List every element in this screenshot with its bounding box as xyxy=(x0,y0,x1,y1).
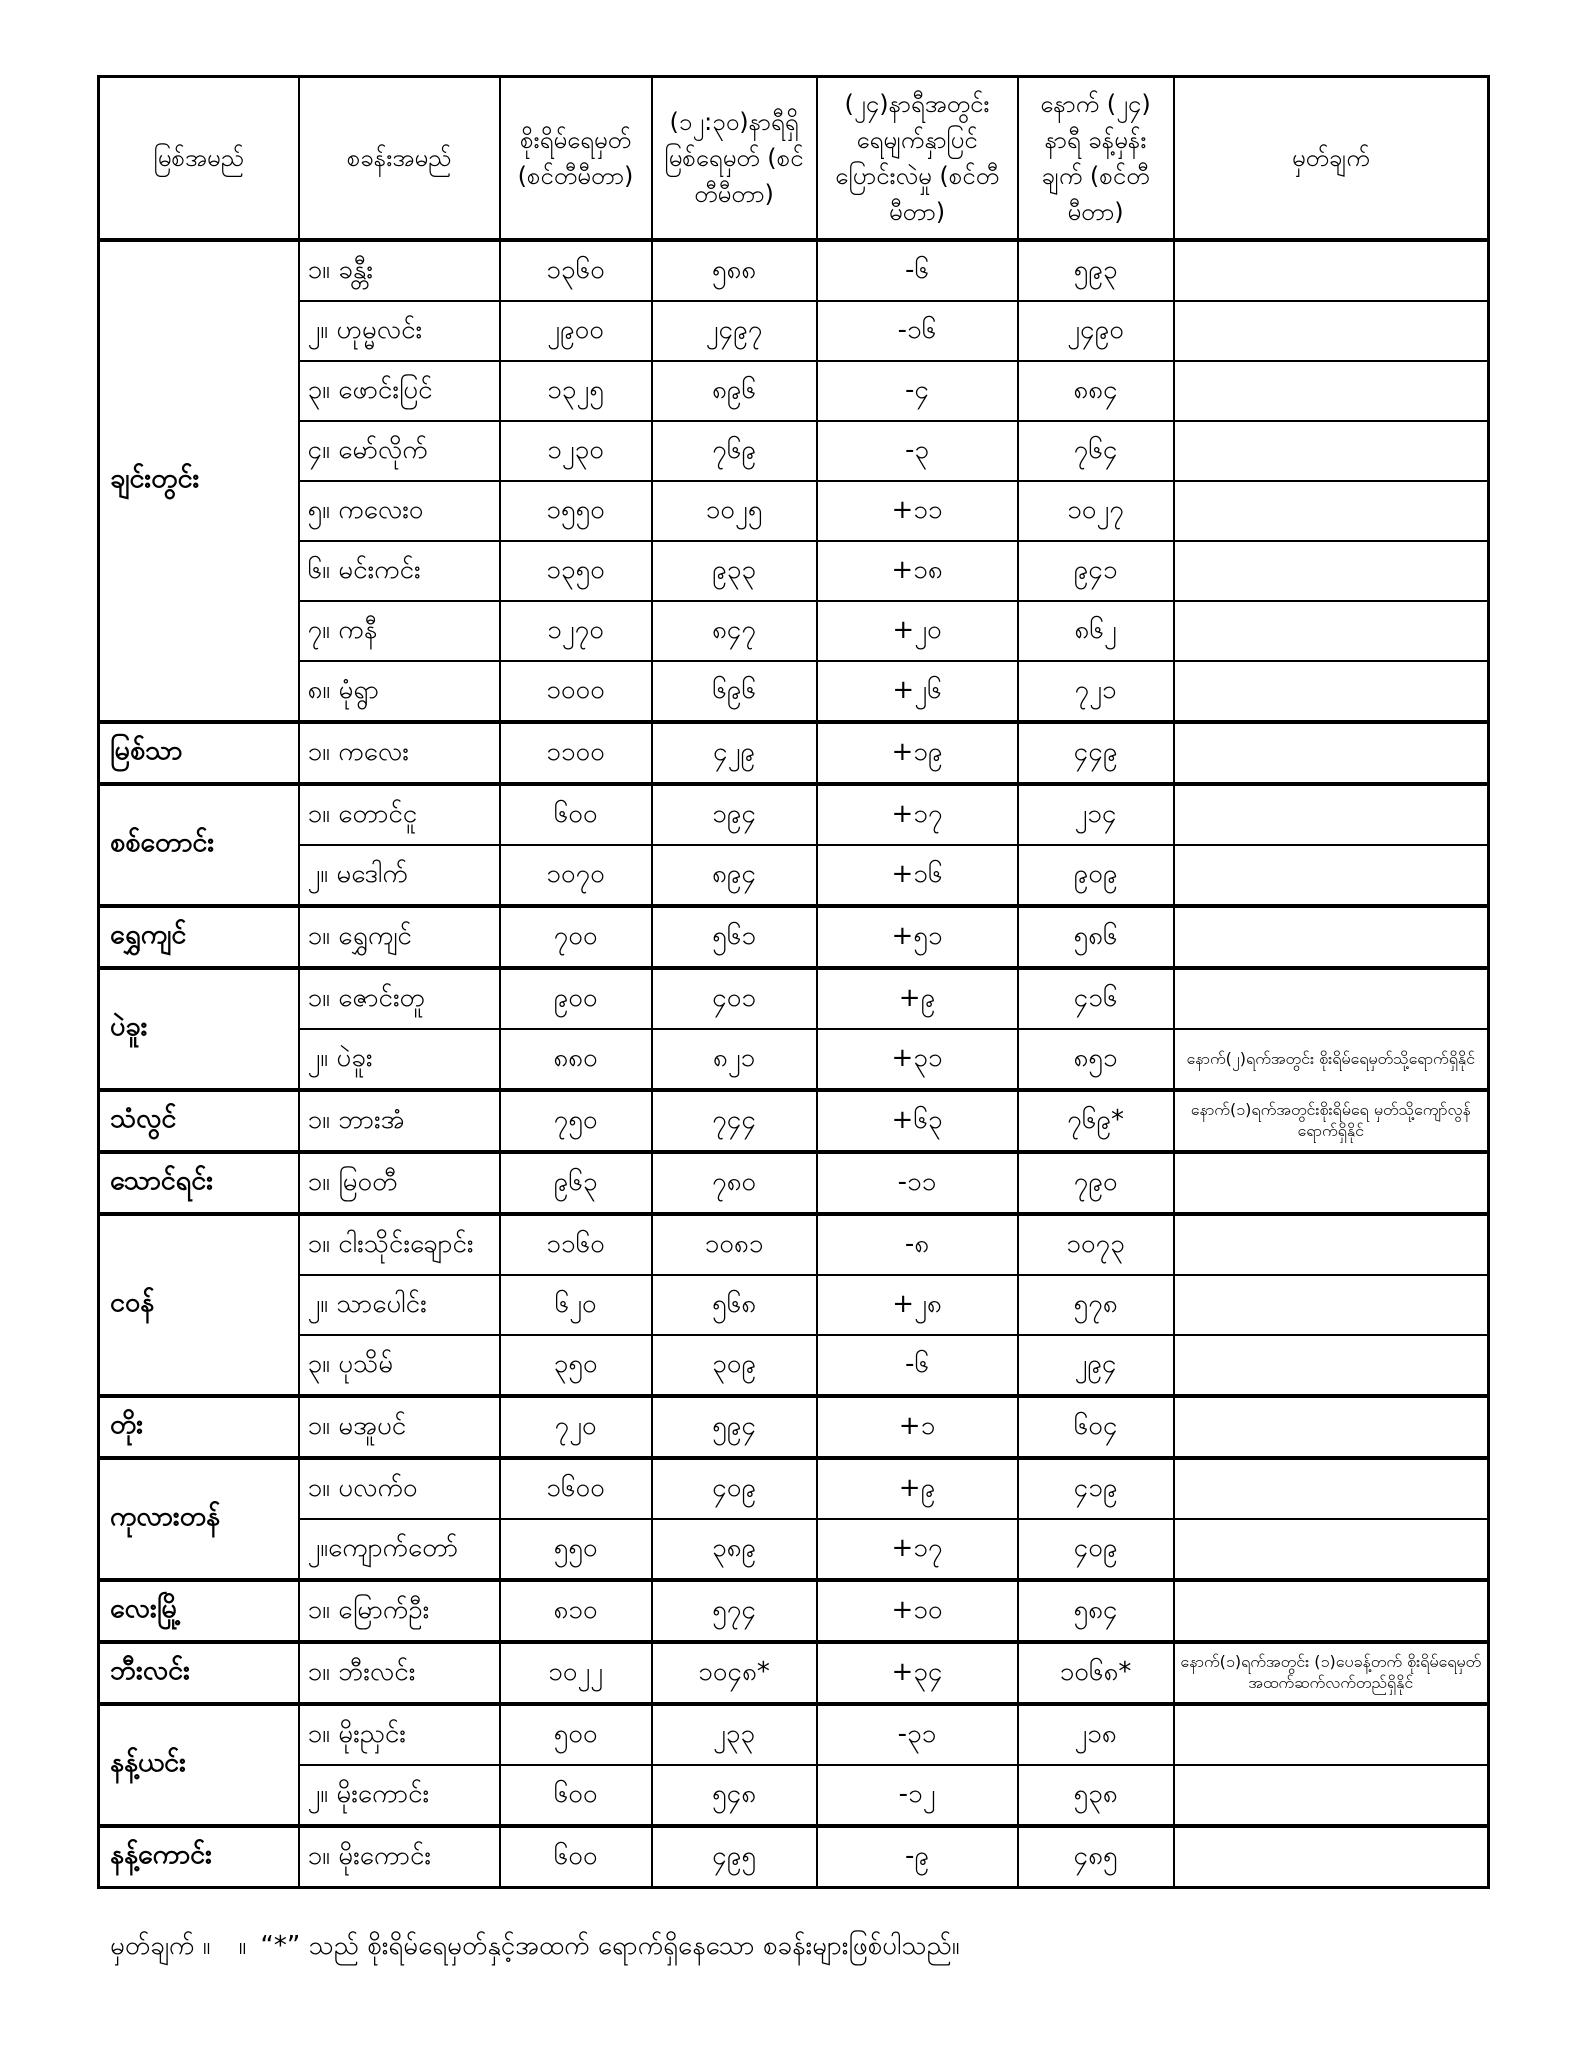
change-cell: -၆ xyxy=(817,240,1018,301)
danger-level-cell: ၁၃၆၀ xyxy=(500,240,652,301)
change-cell: -၁၆ xyxy=(817,301,1018,361)
table-row xyxy=(99,845,1489,906)
station-cell: ၅။ ကလေးဝ xyxy=(299,481,500,541)
forecast-cell: ၇၂၁ xyxy=(1018,661,1174,722)
station-cell: ၂။ မိုးကောင်း xyxy=(299,1765,500,1826)
danger-level-cell: ၂၉၀၀ xyxy=(500,301,652,361)
remark-cell xyxy=(1174,481,1489,541)
danger-level-cell: ၈၁၀ xyxy=(500,1580,652,1642)
current-level-cell: ၅၇၄ xyxy=(652,1580,817,1642)
change-cell: +၉ xyxy=(817,968,1018,1029)
station-cell: ၁။ ဘားအံ xyxy=(299,1090,500,1152)
change-cell: +၉ xyxy=(817,1458,1018,1519)
header-row xyxy=(99,77,1489,241)
remark-cell xyxy=(1174,968,1489,1029)
danger-level-cell: ၆၀၀ xyxy=(500,1826,652,1888)
column-header: နောက် (၂၄) နာရီ ခန့်မှန်းချက် (စင်တီမီတာ) xyxy=(1018,77,1174,241)
danger-level-cell: ၁၁၀၀ xyxy=(500,722,652,784)
station-cell: ၃။ ဖောင်းပြင် xyxy=(299,361,500,421)
forecast-cell: ၄၁၆ xyxy=(1018,968,1174,1029)
table-row xyxy=(99,541,1489,601)
table-row xyxy=(99,1275,1489,1335)
river-cell: ပဲခူး xyxy=(99,968,299,1090)
remark-cell xyxy=(1174,1152,1489,1214)
station-cell: ၁။ ပလက်ဝ xyxy=(299,1458,500,1519)
forecast-cell: ၇၉၀ xyxy=(1018,1152,1174,1214)
change-cell: +၆၃ xyxy=(817,1090,1018,1152)
station-cell: ၇။ ကနီ xyxy=(299,601,500,661)
table-row xyxy=(99,1642,1489,1704)
change-cell: -၃ xyxy=(817,421,1018,481)
station-cell: ၁။ ရွှေကျင် xyxy=(299,906,500,968)
table-row xyxy=(99,1029,1489,1090)
forecast-cell: ၁၀၇၃ xyxy=(1018,1214,1174,1275)
remark-cell xyxy=(1174,240,1489,301)
river-cell: နန့်ကောင်း xyxy=(99,1826,299,1888)
danger-level-cell: ၇၂၀ xyxy=(500,1396,652,1458)
table-row xyxy=(99,1458,1489,1519)
forecast-cell: ၅၈၄ xyxy=(1018,1580,1174,1642)
column-header: မြစ်အမည် xyxy=(99,77,299,241)
remark-cell: နောက်(၂)ရက်အတွင်း စိုးရိမ်ရေမှတ်သို့ရောက်ရှိနိုင် xyxy=(1174,1029,1489,1090)
danger-level-cell: ၃၅၀ xyxy=(500,1335,652,1396)
station-cell: ၁။ မိုးညှင်း xyxy=(299,1704,500,1765)
current-level-cell: ၇၄၄ xyxy=(652,1090,817,1152)
remark-cell: နောက်(၁)ရက်အတွင်းစိုးရိမ်ရေ မှတ်သို့ကျော်လွန်ရောက်ရှိနိုင် xyxy=(1174,1090,1489,1152)
forecast-cell: ၈၅၁ xyxy=(1018,1029,1174,1090)
forecast-cell: ၄၀၉ xyxy=(1018,1519,1174,1580)
table-footnote xyxy=(110,1928,960,1967)
forecast-cell: ၆၀၄ xyxy=(1018,1396,1174,1458)
station-cell: ၁။ တောင်ငူ xyxy=(299,784,500,845)
remark-cell xyxy=(1174,301,1489,361)
table-row xyxy=(99,361,1489,421)
forecast-cell: ၂၉၄ xyxy=(1018,1335,1174,1396)
change-cell: +၁၉ xyxy=(817,722,1018,784)
change-cell: +၃၄ xyxy=(817,1642,1018,1704)
remark-cell xyxy=(1174,1580,1489,1642)
forecast-cell: ၄၈၅ xyxy=(1018,1826,1174,1888)
station-cell: ၈။ မုံရွာ xyxy=(299,661,500,722)
river-water-level-table xyxy=(97,75,1490,1889)
remark-cell xyxy=(1174,1519,1489,1580)
danger-level-cell: ၁၀၇၀ xyxy=(500,845,652,906)
table-row xyxy=(99,301,1489,361)
current-level-cell: ၅၉၄ xyxy=(652,1396,817,1458)
station-cell: ၁။ ခန္တီး xyxy=(299,240,500,301)
danger-level-cell: ၁၀၀၀ xyxy=(500,661,652,722)
remark-cell xyxy=(1174,1396,1489,1458)
river-cell: နန့်ယင်း xyxy=(99,1704,299,1826)
danger-level-cell: ၁၅၅၀ xyxy=(500,481,652,541)
remark-cell xyxy=(1174,906,1489,968)
current-level-cell: ၄၀၁ xyxy=(652,968,817,1029)
forecast-cell: ၇၆၉* xyxy=(1018,1090,1174,1152)
river-cell: လေးမြို့ xyxy=(99,1580,299,1642)
danger-level-cell: ၆၂၀ xyxy=(500,1275,652,1335)
change-cell: +၁၇ xyxy=(817,784,1018,845)
forecast-cell: ၁၀၆၈* xyxy=(1018,1642,1174,1704)
danger-level-cell: ၇၀၀ xyxy=(500,906,652,968)
change-cell: -၁၁ xyxy=(817,1152,1018,1214)
forecast-cell: ၅၃၈ xyxy=(1018,1765,1174,1826)
change-cell: -၈ xyxy=(817,1214,1018,1275)
danger-level-cell: ၆၀၀ xyxy=(500,1765,652,1826)
remark-cell xyxy=(1174,722,1489,784)
current-level-cell: ၁၀၄၈* xyxy=(652,1642,817,1704)
current-level-cell: ၅၈၈ xyxy=(652,240,817,301)
change-cell: -၉ xyxy=(817,1826,1018,1888)
station-cell: ၄။ မော်လိုက် xyxy=(299,421,500,481)
table-row xyxy=(99,661,1489,722)
station-cell: ၁။ မိုးကောင်း xyxy=(299,1826,500,1888)
remark-cell xyxy=(1174,1704,1489,1765)
column-header: (၁၂:၃၀)နာရီရှိ မြစ်ရေမှတ် (စင်တီမီတာ) xyxy=(652,77,817,241)
current-level-cell: ၆၉၆ xyxy=(652,661,817,722)
table-row xyxy=(99,1152,1489,1214)
current-level-cell: ၄၀၉ xyxy=(652,1458,817,1519)
forecast-cell: ၅၇၈ xyxy=(1018,1275,1174,1335)
remark-cell xyxy=(1174,1275,1489,1335)
station-cell: ၃။ ပုသိမ် xyxy=(299,1335,500,1396)
current-level-cell: ၉၃၃ xyxy=(652,541,817,601)
table-row xyxy=(99,722,1489,784)
remark-cell xyxy=(1174,1335,1489,1396)
table-row xyxy=(99,906,1489,968)
remark-cell xyxy=(1174,601,1489,661)
table-row xyxy=(99,1826,1489,1888)
footnote-separator: ။ xyxy=(238,1931,247,1961)
forecast-cell: ၂၁၈ xyxy=(1018,1704,1174,1765)
danger-level-cell: ၉၀၀ xyxy=(500,968,652,1029)
station-cell: ၂။ ပဲခူး xyxy=(299,1029,500,1090)
station-cell: ၁။ မအူပင် xyxy=(299,1396,500,1458)
remark-cell xyxy=(1174,1214,1489,1275)
table-row xyxy=(99,1765,1489,1826)
current-level-cell: ၅၆၈ xyxy=(652,1275,817,1335)
danger-level-cell: ၅၅၀ xyxy=(500,1519,652,1580)
table-row xyxy=(99,240,1489,301)
danger-level-cell: ၇၅၀ xyxy=(500,1090,652,1152)
remark-cell xyxy=(1174,1765,1489,1826)
forecast-cell: ၂၁၄ xyxy=(1018,784,1174,845)
forecast-cell: ၅၉၃ xyxy=(1018,240,1174,301)
change-cell: +၁၁ xyxy=(817,481,1018,541)
danger-level-cell: ၁၆၀၀ xyxy=(500,1458,652,1519)
current-level-cell: ၅၄၈ xyxy=(652,1765,817,1826)
current-level-cell: ၁၀၈၁ xyxy=(652,1214,817,1275)
current-level-cell: ၃၈၉ xyxy=(652,1519,817,1580)
river-cell: ငဝန် xyxy=(99,1214,299,1396)
danger-level-cell: ၅၀၀ xyxy=(500,1704,652,1765)
danger-level-cell: ၁၀၂၂ xyxy=(500,1642,652,1704)
current-level-cell: ၅၆၁ xyxy=(652,906,817,968)
forecast-cell: ၂၄၉၀ xyxy=(1018,301,1174,361)
forecast-cell: ၇၆၄ xyxy=(1018,421,1174,481)
current-level-cell: ၄၂၉ xyxy=(652,722,817,784)
river-cell: ဘီးလင်း xyxy=(99,1642,299,1704)
footnote-text: “*” သည် စိုးရိမ်ရေမှတ်နှင့်အထက် ရောက်ရှိနေသော စခန်းများဖြစ်ပါသည်။ xyxy=(260,1931,960,1961)
station-cell: ၂။ကျောက်တော် xyxy=(299,1519,500,1580)
station-cell: ၁။ မြဝတီ xyxy=(299,1152,500,1214)
danger-level-cell: ၉၆၃ xyxy=(500,1152,652,1214)
table-row xyxy=(99,481,1489,541)
change-cell: +၁ xyxy=(817,1396,1018,1458)
remark-cell xyxy=(1174,421,1489,481)
forecast-cell: ၉၄၁ xyxy=(1018,541,1174,601)
change-cell: +၁၆ xyxy=(817,845,1018,906)
change-cell: -၃၁ xyxy=(817,1704,1018,1765)
table-row xyxy=(99,1519,1489,1580)
river-cell: သောင်ရင်း xyxy=(99,1152,299,1214)
column-header: စခန်းအမည် xyxy=(299,77,500,241)
remark-cell xyxy=(1174,1458,1489,1519)
station-cell: ၁။ ဇောင်းတူ xyxy=(299,968,500,1029)
danger-level-cell: ၈၈၀ xyxy=(500,1029,652,1090)
forecast-cell: ၁၀၂၇ xyxy=(1018,481,1174,541)
column-header: (၂၄)နာရီအတွင်း ရေမျက်နှာပြင် ပြောင်းလဲမှု (စင်တီမီတာ) xyxy=(817,77,1018,241)
column-header: မှတ်ချက် xyxy=(1174,77,1489,241)
table-row xyxy=(99,601,1489,661)
current-level-cell: ၄၉၅ xyxy=(652,1826,817,1888)
current-level-cell: ၈၂၁ xyxy=(652,1029,817,1090)
change-cell: -၄ xyxy=(817,361,1018,421)
remark-cell xyxy=(1174,845,1489,906)
danger-level-cell: ၁၂၇၀ xyxy=(500,601,652,661)
station-cell: ၂။ သာပေါင်း xyxy=(299,1275,500,1335)
table-body xyxy=(99,240,1489,1888)
danger-level-cell: ၁၂၃၀ xyxy=(500,421,652,481)
change-cell: +၂၈ xyxy=(817,1275,1018,1335)
footnote-label: မှတ်ချက် ။ xyxy=(110,1931,211,1961)
station-cell: ၂။ မဒေါက် xyxy=(299,845,500,906)
table-header xyxy=(99,77,1489,241)
change-cell: -၁၂ xyxy=(817,1765,1018,1826)
forecast-cell: ၄၁၉ xyxy=(1018,1458,1174,1519)
current-level-cell: ၇၈၀ xyxy=(652,1152,817,1214)
change-cell: +၁၇ xyxy=(817,1519,1018,1580)
change-cell: +၅၁ xyxy=(817,906,1018,968)
table-row xyxy=(99,1396,1489,1458)
remark-cell xyxy=(1174,361,1489,421)
forecast-cell: ၈၈၄ xyxy=(1018,361,1174,421)
river-cell: တိုး xyxy=(99,1396,299,1458)
current-level-cell: ၈၉၆ xyxy=(652,361,817,421)
station-cell: ၆။ မင်းကင်း xyxy=(299,541,500,601)
change-cell: +၂၆ xyxy=(817,661,1018,722)
current-level-cell: ၈၉၄ xyxy=(652,845,817,906)
remark-cell xyxy=(1174,541,1489,601)
station-cell: ၁။ ကလေး xyxy=(299,722,500,784)
danger-level-cell: ၁၃၂၅ xyxy=(500,361,652,421)
remark-cell xyxy=(1174,1826,1489,1888)
table-row xyxy=(99,1704,1489,1765)
change-cell: +၂၀ xyxy=(817,601,1018,661)
station-cell: ၁။ ငါးသိုင်းချောင်း xyxy=(299,1214,500,1275)
station-cell: ၁။ ဘီးလင်း xyxy=(299,1642,500,1704)
current-level-cell: ၂၄၉၇ xyxy=(652,301,817,361)
river-cell: စစ်တောင်း xyxy=(99,784,299,906)
table-row xyxy=(99,968,1489,1029)
forecast-cell: ၄၄၉ xyxy=(1018,722,1174,784)
remark-cell xyxy=(1174,784,1489,845)
change-cell: -၆ xyxy=(817,1335,1018,1396)
change-cell: +၃၁ xyxy=(817,1029,1018,1090)
station-cell: ၂။ ဟုမ္မလင်း xyxy=(299,301,500,361)
current-level-cell: ၃၀၉ xyxy=(652,1335,817,1396)
current-level-cell: ၈၄၇ xyxy=(652,601,817,661)
forecast-cell: ၅၈၆ xyxy=(1018,906,1174,968)
forecast-cell: ၈၆၂ xyxy=(1018,601,1174,661)
danger-level-cell: ၁၃၅၀ xyxy=(500,541,652,601)
river-cell: ကုလားတန် xyxy=(99,1458,299,1580)
table-row xyxy=(99,1090,1489,1152)
river-cell: ချင်းတွင်း xyxy=(99,240,299,722)
table-row xyxy=(99,1580,1489,1642)
current-level-cell: ၁၉၄ xyxy=(652,784,817,845)
current-level-cell: ၇၆၉ xyxy=(652,421,817,481)
remark-cell xyxy=(1174,661,1489,722)
current-level-cell: ၂၃၃ xyxy=(652,1704,817,1765)
change-cell: +၁၀ xyxy=(817,1580,1018,1642)
change-cell: +၁၈ xyxy=(817,541,1018,601)
table-row xyxy=(99,421,1489,481)
danger-level-cell: ၆၀၀ xyxy=(500,784,652,845)
column-header: စိုးရိမ်ရေမှတ် (စင်တီမီတာ) xyxy=(500,77,652,241)
table-row xyxy=(99,1214,1489,1275)
current-level-cell: ၁၀၂၅ xyxy=(652,481,817,541)
forecast-cell: ၉၀၉ xyxy=(1018,845,1174,906)
remark-cell: နောက်(၁)ရက်အတွင်း (၁)ပေခန့်တက် စိုးရိမ်ရေမှတ်အထက်ဆက်လက်တည်ရှိနိုင် xyxy=(1174,1642,1489,1704)
river-cell: မြစ်သာ xyxy=(99,722,299,784)
table-row xyxy=(99,784,1489,845)
river-cell: ရွှေကျင် xyxy=(99,906,299,968)
danger-level-cell: ၁၁၆၀ xyxy=(500,1214,652,1275)
station-cell: ၁။ မြောက်ဦး xyxy=(299,1580,500,1642)
table-row xyxy=(99,1335,1489,1396)
river-cell: သံလွင် xyxy=(99,1090,299,1152)
